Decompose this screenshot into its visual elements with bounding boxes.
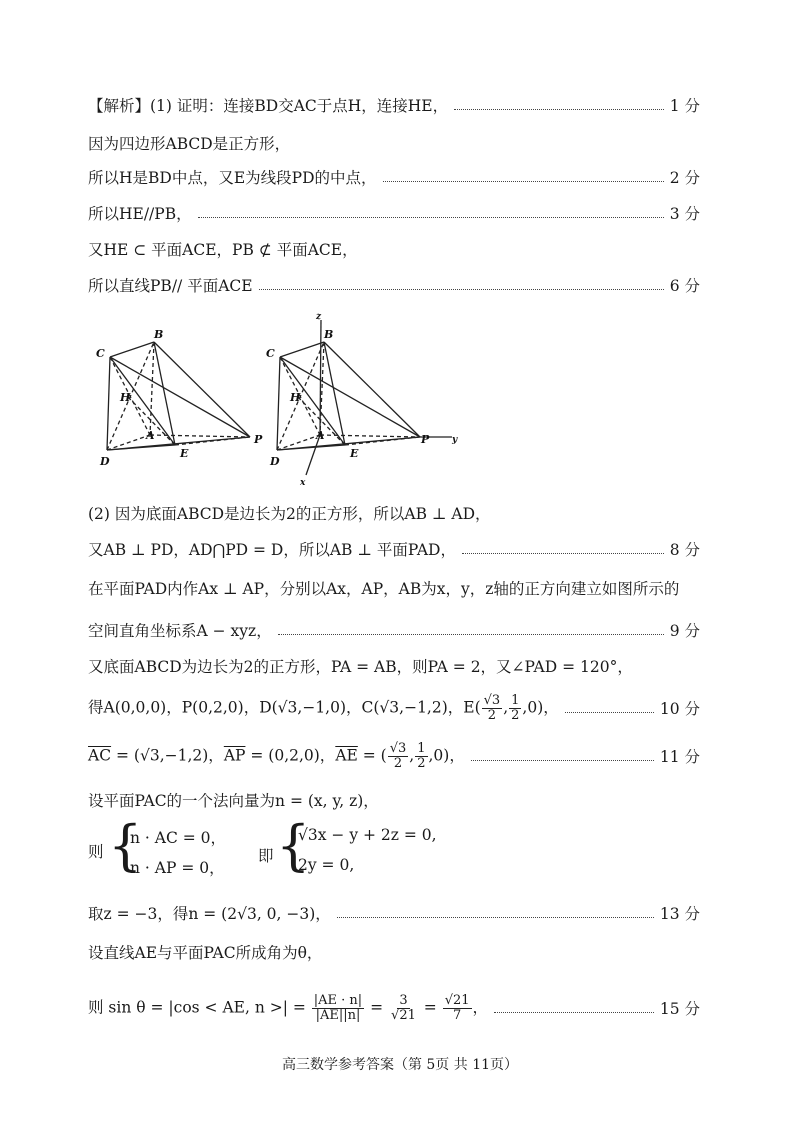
line-vectors: $\overline{AC} = (√3,-1,2)$，$\overline{AP} = (0,2,0)$，$\overline{AE}$ = ( $\frac{√3}{2}$ , $\frac{1}{2}$ ,0)， 11 分 [88,740,700,771]
dot-leader [278,634,664,635]
fraction: $\frac{|AE \cdot n|}{|AE||n|}$ [313,992,363,1023]
score-label: 15 分 [659,1000,700,1018]
dot-leader [337,917,654,918]
fraction: $\frac{√3}{2}$ [389,740,407,771]
svg-text:A: A [316,429,325,442]
line-sine-result: 则 sin θ = |cos < AE, n >| = $\frac{|AE \cdot n|}{|AE||n|}$ = $\frac{3}{√21}$ = $\frac{√21}{7}$ ， 15 分 [88,992,700,1023]
line-normal-vector: 设平面PAC的一个法向量为n = (x, y, z)， [88,792,379,810]
line-coord-system: 空间直角坐标系A − xyz， 9 分 [88,615,700,645]
svg-text:D: D [100,455,110,468]
svg-text:P: P [421,433,430,446]
dot-leader [494,1012,654,1013]
line-part2-start: (2) 因为底面ABCD是边长为2的正方形，所以AB ⊥ AD， [88,505,491,523]
dot-leader [471,760,654,761]
score-label: 10 分 [659,700,700,718]
fraction: $\frac{3}{√21}$ [391,992,416,1023]
svg-text:z: z [316,312,322,322]
line-subset: 又HE ⊂ 平面ACE，PB ⊄ 平面ACE， [88,241,358,259]
svg-text:H: H [290,391,301,404]
dot-leader [383,181,664,182]
svg-text:E: E [180,447,189,460]
line-axes-setup: 在平面PAD内作Ax ⊥ AP，分别以Ax，AP，AB为x，y，z轴的正方向建立如图所示的 [88,580,680,598]
dot-leader [198,217,664,218]
svg-text:x: x [300,478,306,488]
line-proof-start: 【解析】(1) 证明：连接BD交AC于点H，连接HE， 1 分 [88,90,700,120]
line-midpoint: 所以H是BD中点，又E为线段PD的中点， 2 分 [88,162,700,192]
line-perpendicular: 又AB ⊥ PD，AD⋂PD = D，所以AB ⊥ 平面PAD， 8 分 [88,534,700,564]
svg-text:C: C [96,347,105,360]
line-square: 因为四边形ABCD是正方形， [88,135,291,153]
score-label: 3 分 [669,205,700,223]
svg-text:C: C [266,347,275,360]
svg-text:D: D [270,455,280,468]
score-label: 6 分 [669,277,700,295]
fraction: $\frac{√21}{7}$ [444,992,470,1023]
svg-text:y: y [452,435,458,445]
score-label: 13 分 [659,905,700,923]
dot-leader [565,712,654,713]
svg-text:B: B [324,328,334,341]
svg-text:H: H [120,391,131,404]
dot-leader [462,553,664,554]
line-conclusion-1: 所以直线PB// 平面ACE 6 分 [88,270,700,300]
fraction: $\frac{1}{2}$ [417,740,426,771]
fraction: $\frac{1}{2}$ [511,692,520,723]
brace-left: { [108,814,143,877]
score-label: 8 分 [669,541,700,559]
equation-system: 则 { n · AC = 0， n · AP = 0， 即 { √3x − y + 2z = 0, 2y = 0, [88,814,437,877]
score-label: 1 分 [669,97,700,115]
score-label: 9 分 [669,622,700,640]
dot-leader [259,289,664,290]
line-angle-theta: 设直线AE与平面PAC所成角为θ， [88,944,323,962]
svg-text:B: B [154,328,164,341]
line-coordinates: 得A(0,0,0)，P(0,2,0)，D(√3,−1,0)，C(√3,−1,2)，E( $\frac{√3}{2}$ , $\frac{1}{2}$ ,0)， 10 分 [88,692,700,723]
svg-text:P: P [254,433,263,446]
line-angle: 又底面ABCD为边长为2的正方形，PA = AB，则PA = 2，又∠PAD = 120°， [88,658,633,676]
geometry-figure [90,305,490,490]
fraction: $\frac{√3}{2}$ [483,692,501,723]
brace-right: { [276,814,311,877]
svg-text:E: E [350,447,359,460]
score-label: 2 分 [669,169,700,187]
line-parallel: 所以HE//PB， 3 分 [88,198,700,228]
score-label: 11 分 [659,748,700,766]
dot-leader [454,109,664,110]
page-footer: 高三数学参考答案（第 5页 共 11页） [281,1057,519,1073]
line-normal-result: 取z = −3，得n = (2√3, 0, −3)， 13 分 [88,898,700,928]
svg-text:A: A [146,429,155,442]
